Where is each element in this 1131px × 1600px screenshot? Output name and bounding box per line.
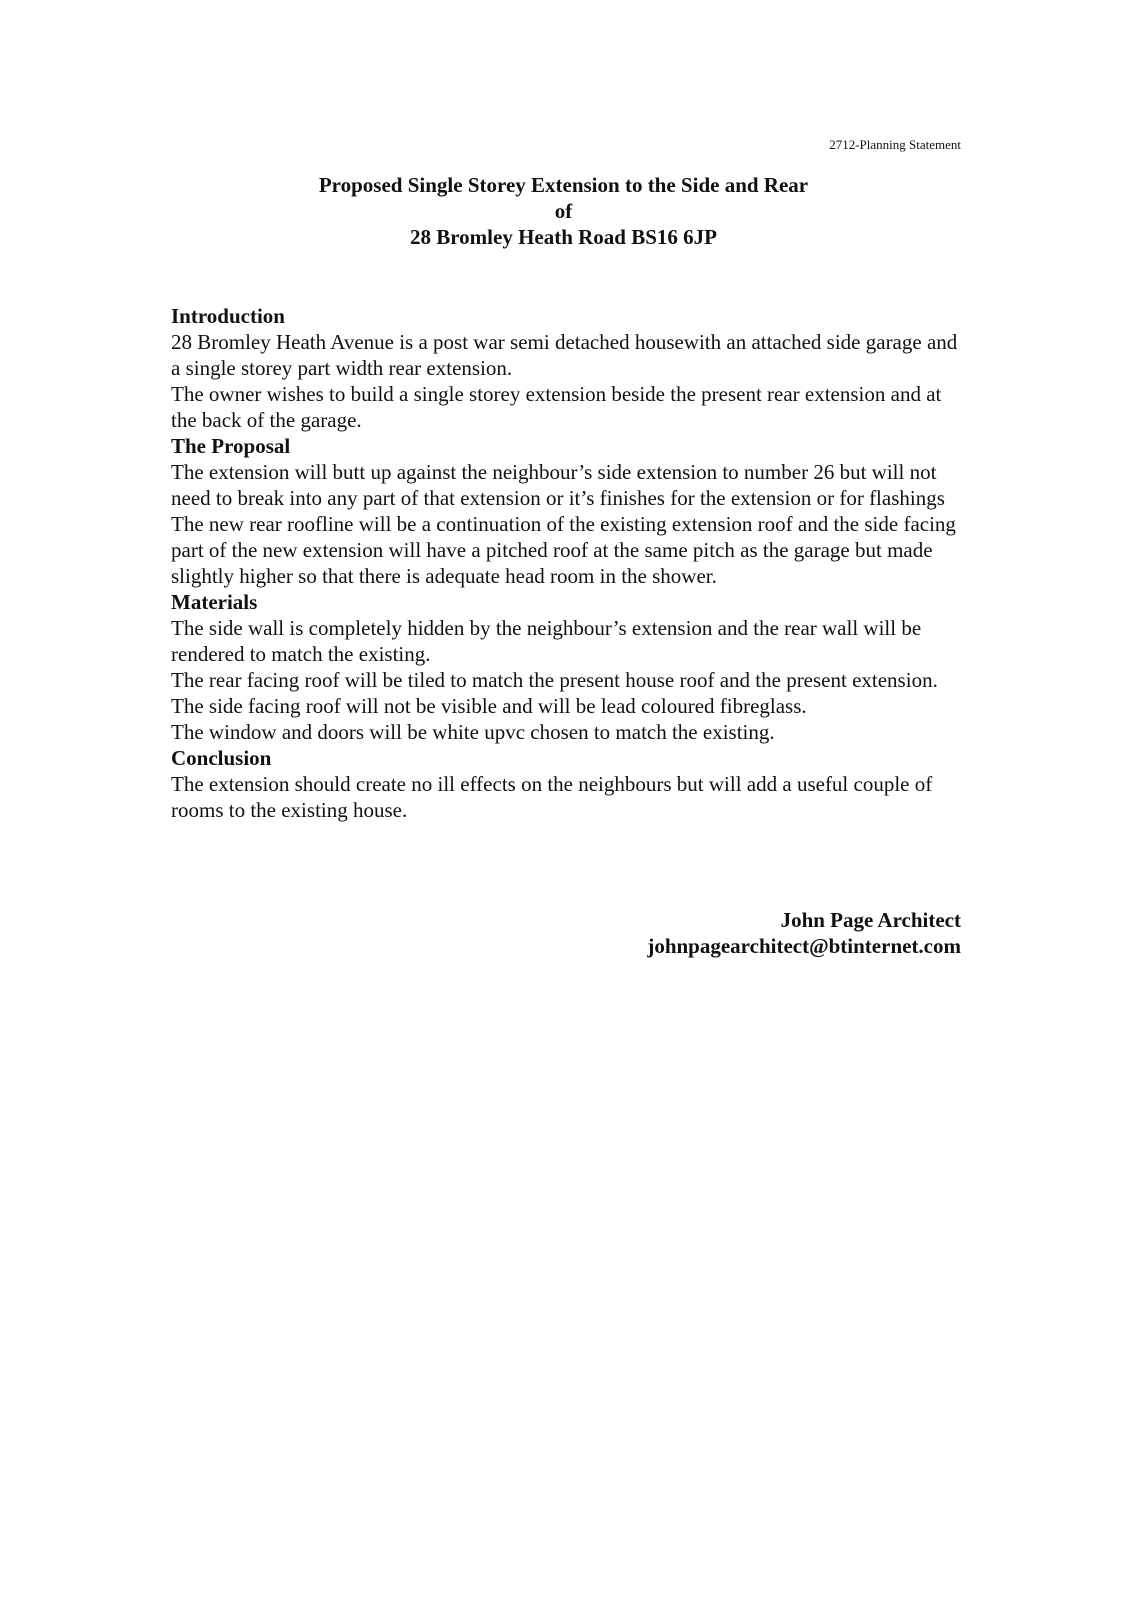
document-body (171, 303, 971, 823)
proposal-section (171, 433, 971, 589)
conclusion-section (171, 745, 971, 823)
document-reference: 2712-Planning Statement (829, 137, 961, 152)
proposal-paragraph-1: The extension will butt up against the neighbour’s side extension to number 26 but will not need to break into any part of that extension or it’s finishes for the extension or for flashings (171, 460, 945, 510)
introduction-section (171, 303, 971, 433)
document-title (168, 172, 959, 250)
title-line-3: 28 Bromley Heath Road BS16 6JP (409, 225, 718, 249)
conclusion-paragraph-1: The extension should create no ill effects on the neighbours but will add a useful couple of rooms to the existing house. (171, 772, 933, 822)
proposal-paragraph-2: The new rear roofline will be a continuation of the existing extension roof and the side facing part of the new extension will have a pitched roof at the same pitch as the garage but made slightly higher so that there is adequate head room in the shower. (171, 512, 956, 588)
materials-paragraph-1: The side wall is completely hidden by the neighbour’s extension and the rear wall will be rendered to match the existing. (171, 616, 922, 666)
introduction-heading: Introduction (171, 304, 285, 328)
materials-section (171, 589, 971, 745)
signature-block (647, 907, 961, 959)
conclusion-heading: Conclusion (171, 746, 272, 770)
introduction-paragraph-1: 28 Bromley Heath Avenue is a post war semi detached housewith an attached side garage and a single storey part width rear extension. (171, 330, 958, 380)
architect-email: johnpagearchitect@btinternet.com (647, 934, 961, 958)
title-line-1: Proposed Single Storey Extension to the Side and Rear (318, 173, 809, 197)
architect-name: John Page Architect (780, 908, 961, 932)
title-line-2: of (554, 199, 573, 223)
materials-paragraph-3: The window and doors will be white upvc chosen to match the existing. (171, 720, 775, 744)
introduction-paragraph-2: The owner wishes to build a single storey extension beside the present rear extension and at the back of the garage. (171, 382, 942, 432)
materials-heading: Materials (171, 590, 258, 614)
proposal-heading: The Proposal (171, 434, 291, 458)
materials-paragraph-2: The rear facing roof will be tiled to match the present house roof and the present extension. The side facing roof will not be visible and will be lead coloured fibreglass. (171, 668, 938, 718)
